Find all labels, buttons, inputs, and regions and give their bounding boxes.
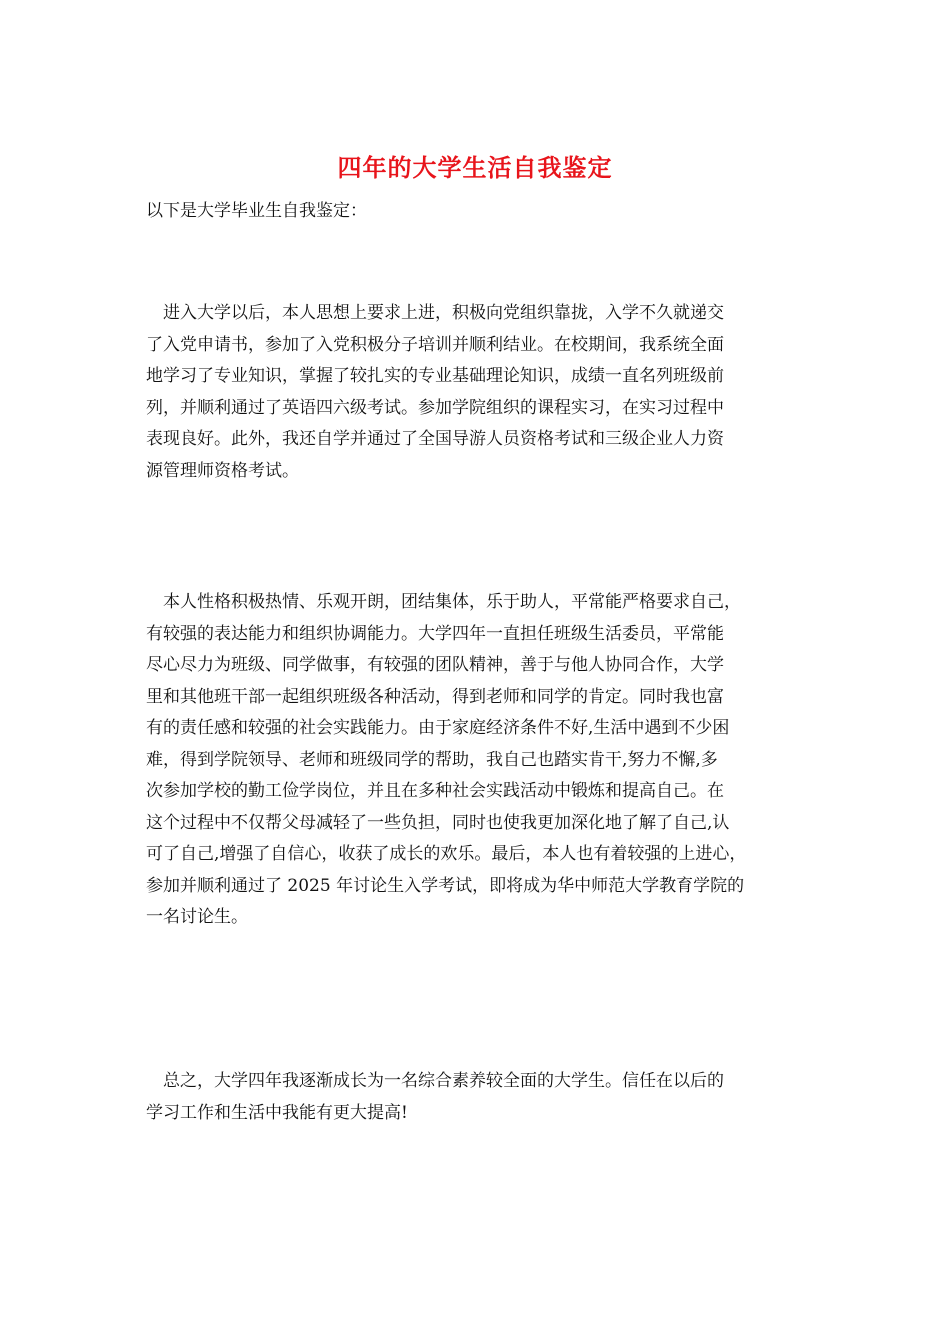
- paragraph-character: [146, 587, 811, 934]
- paragraph-line: 有的责任感和较强的社会实践能力。由于家庭经济条件不好,生活中遇到不少困: [146, 718, 730, 738]
- paragraph-line: 总之，大学四年我逐渐成长为一名综合素养较全面的大学生。信任在以后的: [146, 1071, 724, 1091]
- paragraph-study: [146, 298, 811, 487]
- paragraph-line: 地学习了专业知识，掌握了较扎实的专业基础理论知识，成绩一直名列班级前: [146, 366, 724, 386]
- paragraph-line: 里和其他班干部一起组织班级各种活动，得到老师和同学的肯定。同时我也富: [146, 686, 724, 707]
- paragraph-line: 一名讨论生。: [146, 907, 248, 927]
- paragraph-line: 进入大学以后，本人思想上要求上进，积极向党组织靠拢，入学不久就递交: [146, 303, 724, 323]
- paragraph-line: 这个过程中不仅帮父母减轻了一些负担，同时也使我更加深化地了解了自己,认: [146, 812, 730, 833]
- paragraph-line: 有较强的表达能力和组织协调能力。大学四年一直担任班级生活委员，平常能: [146, 623, 724, 644]
- paragraph-line: 表现良好。此外，我还自学并通过了全国导游人员资格考试和三级企业人力资: [146, 429, 724, 449]
- paragraph-line: 源管理师资格考试。: [146, 460, 299, 481]
- paragraph-summary: [146, 1066, 811, 1129]
- paragraph-line: 本人性格积极热情、乐观开朗，团结集体，乐于助人，平常能严格要求自己，: [146, 592, 741, 612]
- paragraph-line: 参加并顺利通过了 2025 年讨论生入学考试，即将成为华中师范大学教育学院的: [146, 875, 745, 896]
- paragraph-line: 难，得到学院领导、老师和班级同学的帮助，我自己也踏实肯干,努力不懈,多: [146, 749, 718, 770]
- paragraph-line: 了入党申请书，参加了入党积极分子培训并顺利结业。在校期间，我系统全面: [146, 334, 724, 355]
- paragraph-line: 次参加学校的勤工俭学岗位，并且在多种社会实践活动中锻炼和提高自己。在: [146, 781, 724, 801]
- paragraph-line: 列，并顺利通过了英语四六级考试。参加学院组织的课程实习，在实习过程中: [146, 397, 724, 418]
- document-title: 四年的大学生活自我鉴定: [337, 153, 613, 182]
- paragraph-line: 学习工作和生活中我能有更大提高!: [146, 1102, 408, 1123]
- paragraph-line: 可了自己,增强了自信心，收获了成长的欢乐。最后，本人也有着较强的上进心，: [146, 844, 747, 864]
- paragraph-line: 尽心尽力为班级、同学做事，有较强的团队精神，善于与他人协同合作，大学: [146, 655, 724, 675]
- intro-text: 以下是大学毕业生自我鉴定：: [146, 201, 367, 221]
